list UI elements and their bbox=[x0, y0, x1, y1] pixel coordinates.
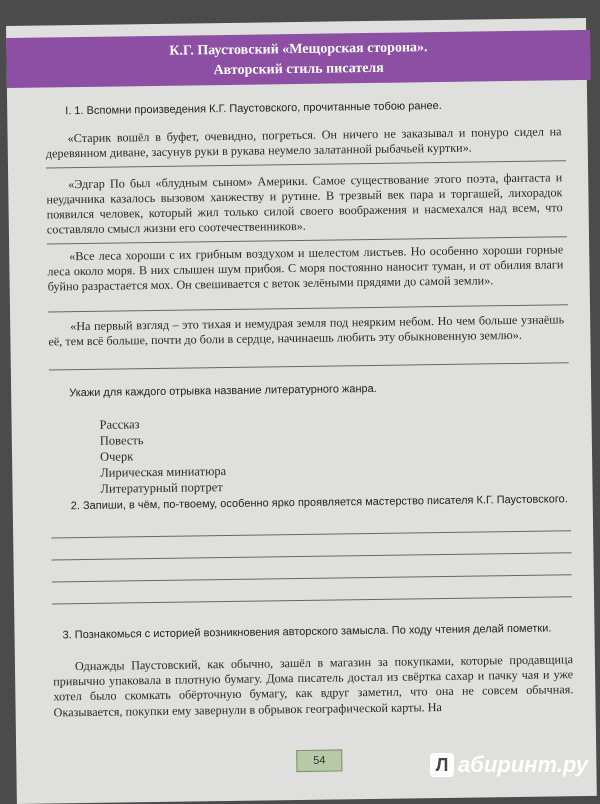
workbook-page bbox=[6, 18, 597, 804]
answer-line[interactable] bbox=[51, 552, 571, 560]
genre-item: Повесть bbox=[99, 433, 144, 448]
watermark bbox=[430, 752, 588, 778]
quote-2-text: «Эдгар По был «блудным сыном» Америки. Самое существование этого поэта, фантаста и неудачника казалось вызовом ханжеству и рутине. В трезвый век пара и торгашей, лихорадок появился человек, который жил только силой своего воображения и насмехался над всем, что составляло смысл жизни его соотечественников». bbox=[46, 170, 563, 237]
genre-item: Рассказ bbox=[99, 417, 140, 432]
quote-2 bbox=[46, 170, 563, 237]
quote-4 bbox=[48, 312, 564, 349]
task2-heading: 2. Запиши, в чём, по-твоему, особенно ярко проявляется мастерство писателя К.Г. Паустовского. bbox=[70, 493, 568, 513]
genre-item: Литературный портрет bbox=[100, 480, 223, 496]
labirint-logo-icon: Л bbox=[430, 753, 454, 777]
answer-line[interactable] bbox=[51, 530, 571, 538]
task3-heading: 3. Познакомься с историей возникновения авторского замысла. По ходу чтения делай пометки. bbox=[62, 622, 552, 642]
story-paragraph: Однажды Паустовский, как обычно, зашёл в магазин за покупками, которые продавщица привычно упаковала в плотную бумагу. Дома писатель достал из свёртка сахар и пачку чая и уже хотел было скомкать обёрточную бумагу, как вдруг заметил, что она не совсем обычная. Оказывается, покупки ему завернули в обрывок географической карты. На bbox=[53, 652, 574, 720]
quote-3 bbox=[47, 242, 564, 294]
answer-line[interactable] bbox=[46, 160, 566, 168]
chapter-header bbox=[6, 30, 591, 88]
quote-3-text: «Все леса хороши с их грибным воздухом и шелестом листьев. Но особенно хороши горные леса около моря. В них слышен шум прибоя. С моря постоянно наносит туман, и от обилия влаги буйно разрастается мох. Он свешивается с веток зелёными прядями до самой земли». bbox=[47, 242, 564, 294]
genre-list bbox=[99, 415, 226, 497]
quote-4-text: «На первый взгляд – это тихая и немудрая земля под неярким небом. Но чем больше узнаёшь её, тем всё больше, почти до боли в сердце, начинаешь любить эту обыкновенную землю». bbox=[48, 312, 565, 349]
answer-line[interactable] bbox=[48, 304, 568, 312]
quote-1-text: «Старик вошёл в буфет, очевидно, погреться. Он ничего не заказывал и понуро сидел на деревянном диване, засунув руки в рукава неумело залатанной рыбачьей куртки». bbox=[45, 124, 562, 161]
task1-heading: I. 1. Вспомни произведения К.Г. Паустовского, прочитанные тобою ранее. bbox=[65, 99, 442, 118]
genre-prompt: Укажи для каждого отрывка название литературного жанра. bbox=[69, 382, 377, 400]
chapter-title: К.Г. Паустовский «Мещорская сторона». bbox=[169, 40, 428, 59]
watermark-text: абиринт.ру bbox=[458, 752, 588, 777]
story-text bbox=[53, 652, 574, 720]
answer-line[interactable] bbox=[49, 362, 569, 370]
quote-1 bbox=[46, 124, 562, 161]
genre-item: Очерк bbox=[99, 449, 134, 464]
chapter-subtitle: Авторский стиль писателя bbox=[213, 60, 384, 79]
genre-item: Лирическая миниатюра bbox=[100, 464, 227, 480]
answer-line[interactable] bbox=[52, 596, 572, 604]
page-number: 54 bbox=[296, 749, 342, 772]
answer-line[interactable] bbox=[52, 574, 572, 582]
